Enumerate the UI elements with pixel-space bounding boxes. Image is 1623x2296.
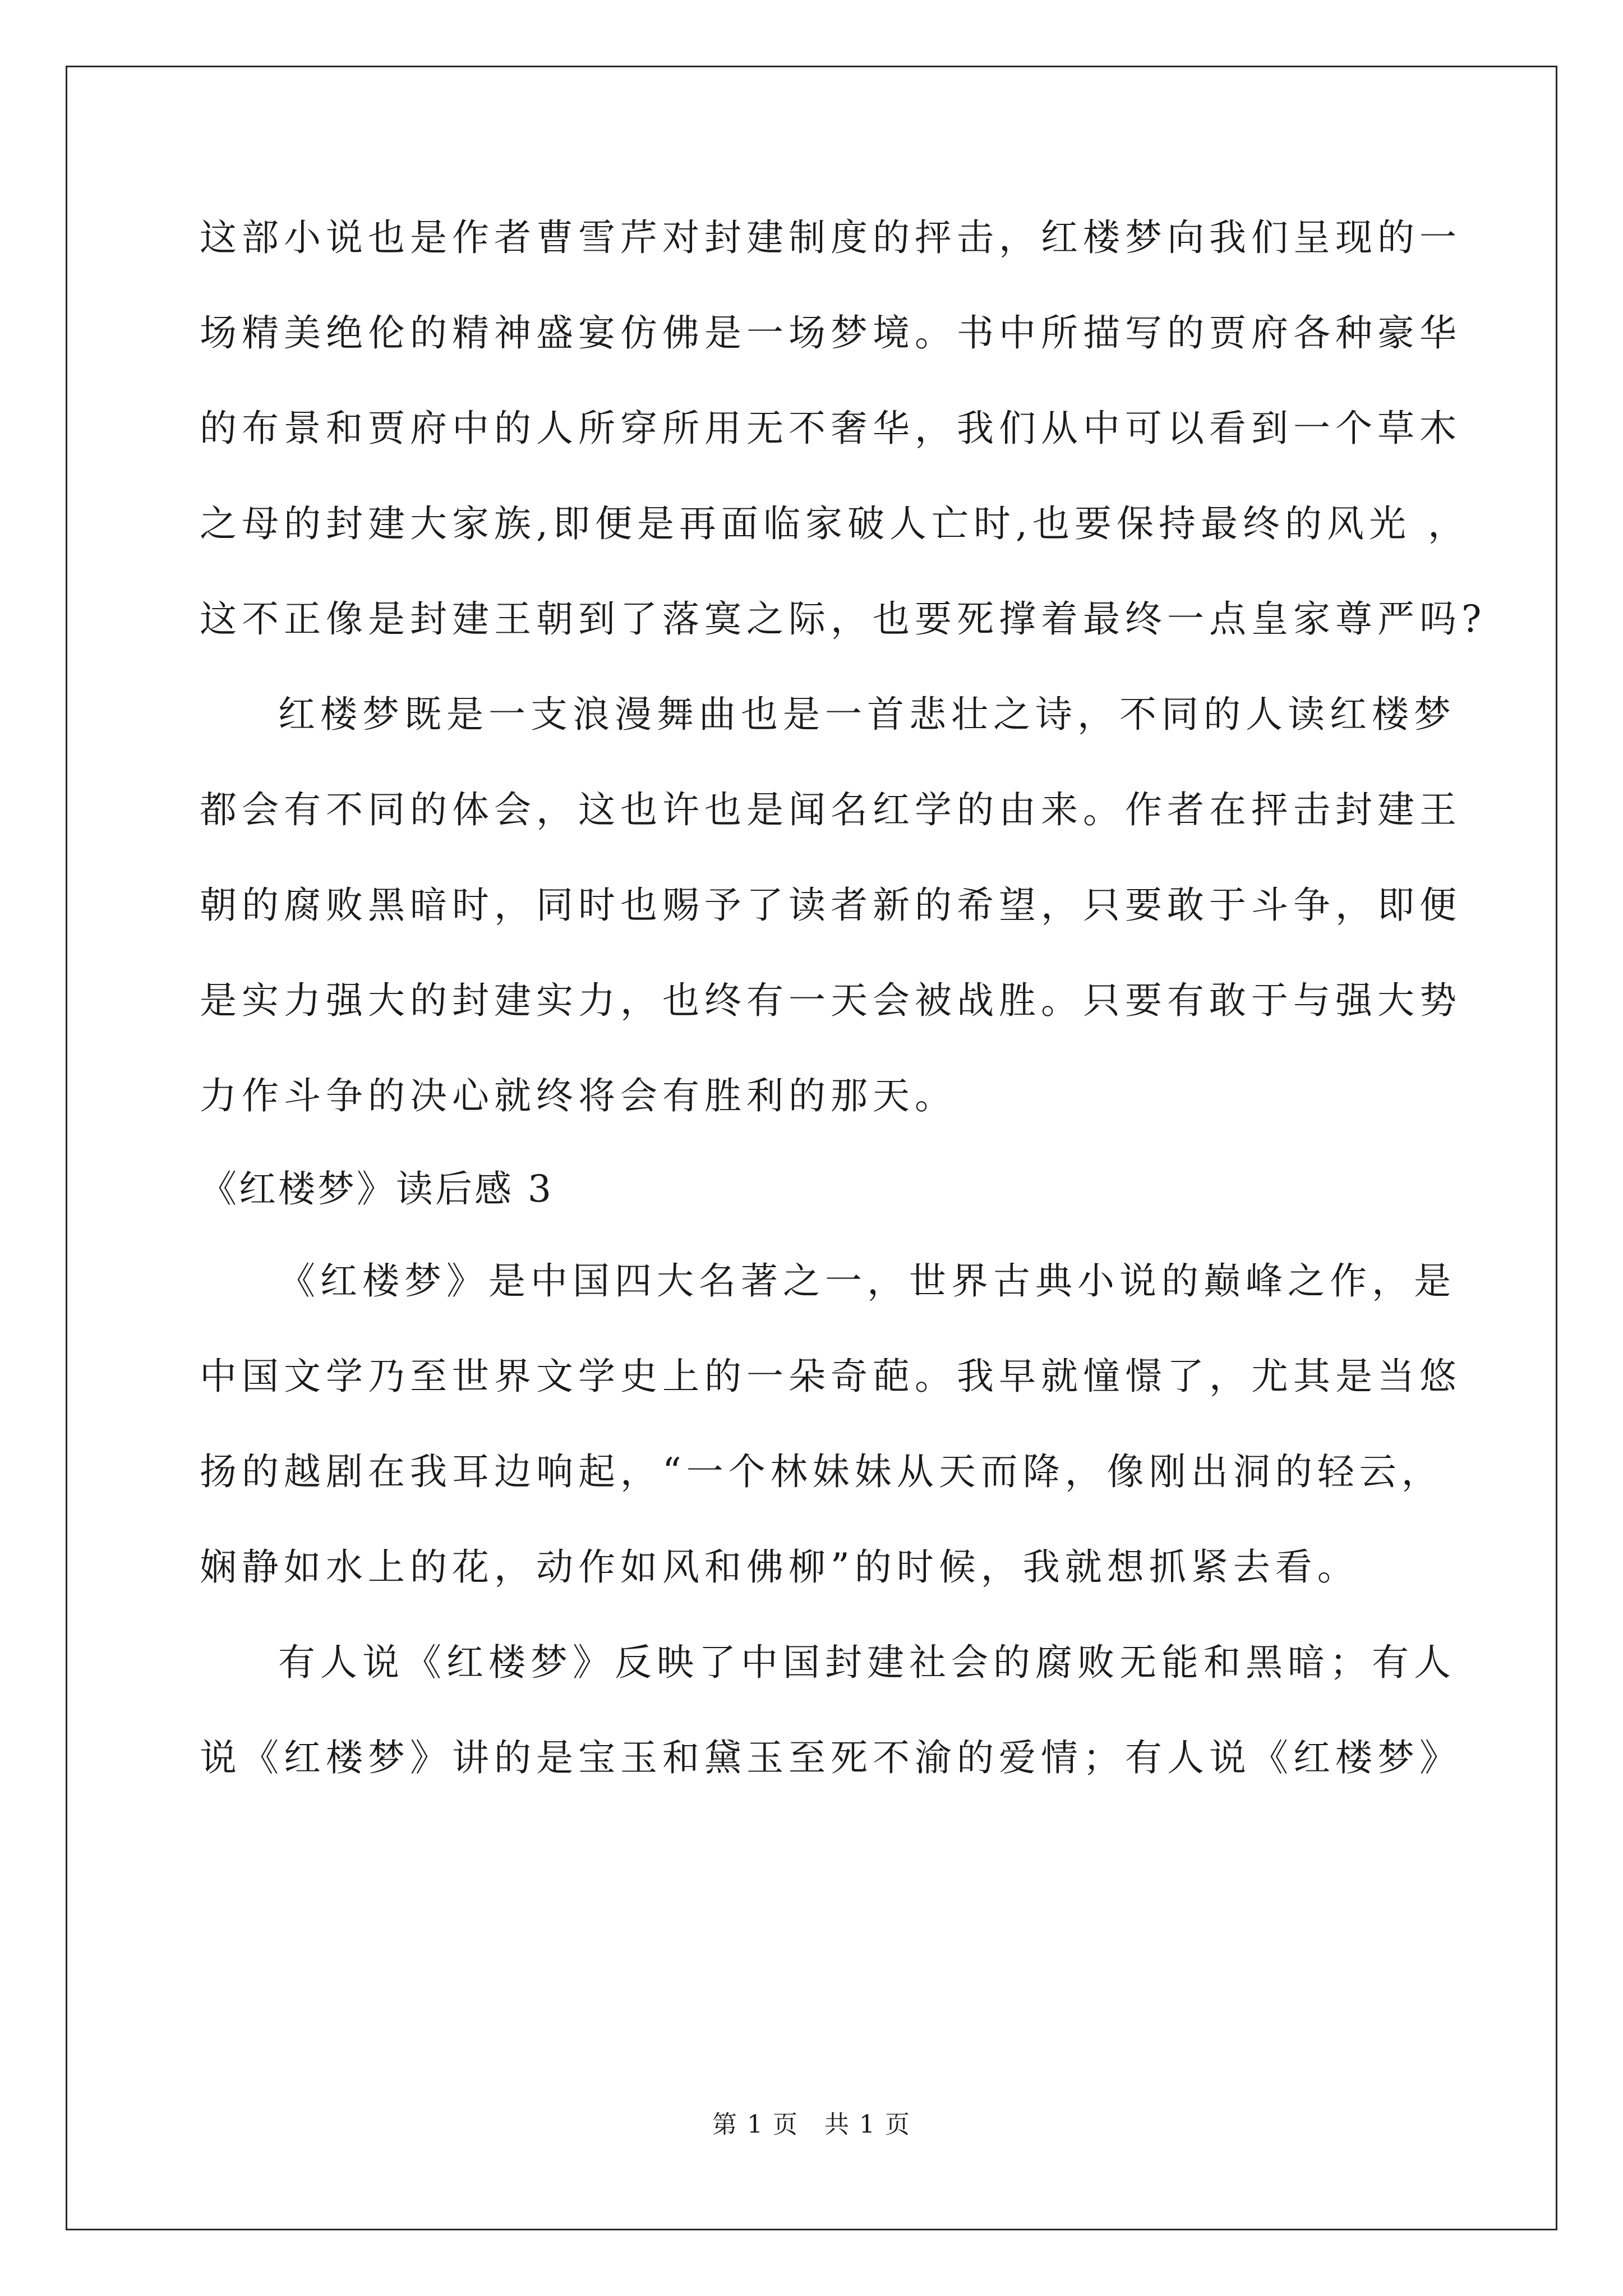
page-border (66, 66, 1557, 2230)
section-heading: 《红楼梦》读后感 3 (200, 1167, 554, 1211)
text-line: 朝的腐败黑暗时，同时也赐予了读者新的希望，只要敢于斗争，即便 (200, 884, 1461, 927)
text-line: 之母的封建大家族,即便是再面临家破人亡时,也要保持最终的风光 ， (200, 502, 1470, 545)
text-line: 是实力强大的封建实力，也终有一天会被战胜。只要有敢于与强大势 (200, 979, 1461, 1022)
text-line: 有人说《红楼梦》反映了中国封建社会的腐败无能和黑暗；有人 (278, 1641, 1456, 1684)
text-line: 这部小说也是作者曹雪芹对封建制度的抨击，红楼梦向我们呈现的一 (200, 216, 1461, 259)
text-line: 的布景和贾府中的人所穿所用无不奢华，我们从中可以看到一个草木 (200, 407, 1461, 450)
page-footer: 第 1 页 共 1 页 (712, 2110, 911, 2139)
text-line: 都会有不同的体会，这也许也是闻名红学的由来。作者在抨击封建王 (200, 788, 1461, 831)
text-line: 场精美绝伦的精神盛宴仿佛是一场梦境。书中所描写的贾府各种豪华 (200, 311, 1461, 355)
text-line: 《红楼梦》是中国四大名著之一，世界古典小说的巅峰之作，是 (278, 1259, 1456, 1303)
text-line: 红楼梦既是一支浪漫舞曲也是一首悲壮之诗，不同的人读红楼梦 (278, 693, 1456, 736)
text-line: 中国文学乃至世界文学史上的一朵奇葩。我早就憧憬了，尤其是当悠 (200, 1355, 1461, 1398)
text-line: 力作斗争的决心就终将会有胜利的那天。 (200, 1074, 957, 1117)
text-line: 这不正像是封建王朝到了落寞之际，也要死撑着最终一点皇家尊严吗? (200, 597, 1487, 641)
text-line: 说《红楼梦》讲的是宝玉和黛玉至死不渝的爱情；有人说《红楼梦》 (200, 1736, 1461, 1779)
text-line: 娴静如水上的花，动作如风和佛柳”的时候，我就想抓紧去看。 (200, 1545, 1359, 1589)
text-line: 扬的越剧在我耳边响起，“一个林妹妹从天而降，像刚出洞的轻云， (200, 1450, 1444, 1493)
